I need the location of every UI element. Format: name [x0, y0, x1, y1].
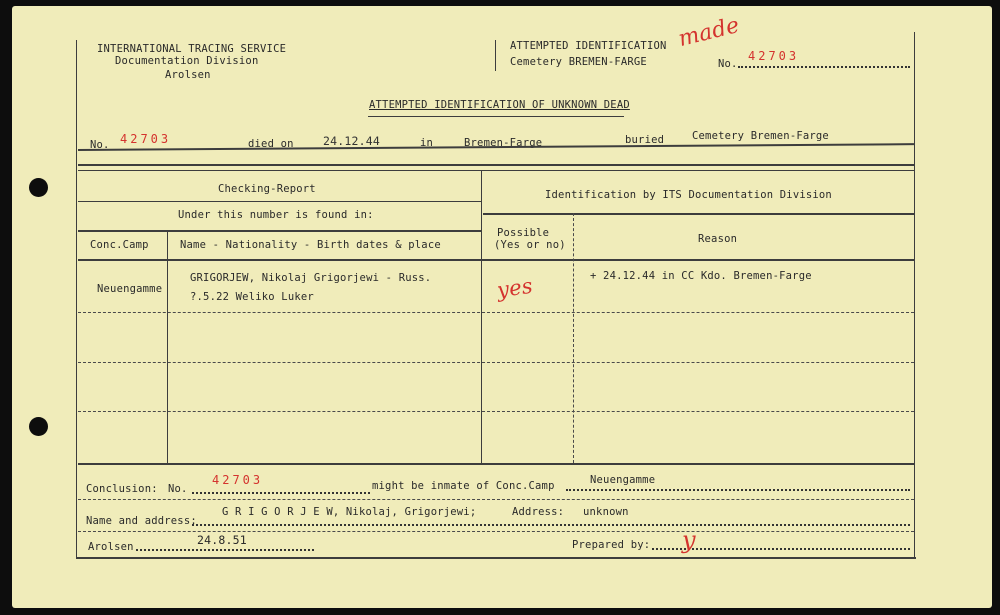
conclusion-no-value: 42703	[212, 473, 264, 487]
frame-right-border	[914, 32, 915, 557]
footer-place: Arolsen	[88, 541, 134, 553]
conclusion-middle: might be inmate of Conc.Camp	[372, 480, 555, 492]
header-box-left-border	[495, 40, 496, 71]
conclusion-camp-value: Neuengamme	[590, 474, 656, 486]
checking-report-title: Checking-Report	[218, 183, 316, 195]
record-no-label: No.	[90, 139, 110, 151]
header-box-cemetery: Cemetery BREMEN-FARGE	[510, 56, 647, 68]
identification-title: Identification by ITS Documentation Division	[545, 189, 832, 201]
col-header-camp: Conc.Camp	[90, 239, 149, 251]
rule	[78, 230, 481, 232]
died-value: 24.12.44	[323, 134, 380, 148]
punch-hole	[29, 178, 48, 197]
col-header-name: Name - Nationality - Birth dates & place	[180, 239, 441, 251]
row-rule	[78, 531, 914, 532]
address-value: unknown	[583, 506, 629, 518]
name-address-value: G R I G O R J E W, Nikolaj, Grigorjewi;	[222, 506, 477, 518]
conclusion-label: Conclusion:	[86, 483, 158, 495]
header-box-title: ATTEMPTED IDENTIFICATION	[510, 40, 667, 52]
footer-date: 24.8.51	[197, 533, 247, 547]
prepared-by-label: Prepared by:	[572, 539, 651, 551]
frame-bottom-border	[76, 557, 916, 559]
col-divider-possible	[573, 213, 574, 463]
col-header-possible-2: (Yes or no)	[494, 239, 566, 251]
col-divider-camp	[167, 230, 168, 463]
dotted-line	[192, 524, 910, 526]
name-address-label: Name and address:	[86, 515, 197, 527]
checking-report-subtitle: Under this number is found in:	[178, 209, 374, 221]
header-bottom-rule	[78, 259, 914, 261]
record-no-value: 42703	[120, 132, 172, 146]
in-label: in	[420, 137, 434, 149]
org-location: Arolsen	[165, 69, 211, 81]
table-bottom-rule	[78, 463, 914, 465]
buried-value: Cemetery Bremen-Farge	[692, 130, 829, 142]
form-title: ATTEMPTED IDENTIFICATION OF UNKNOWN DEAD	[369, 99, 630, 111]
row-rule	[78, 499, 914, 500]
row-rule	[78, 312, 914, 313]
died-label: died on	[248, 138, 294, 150]
row-rule	[78, 362, 914, 363]
col-header-reason: Reason	[698, 233, 738, 245]
title-underline	[368, 116, 624, 117]
punch-hole	[29, 417, 48, 436]
header-box-no-label: No.	[718, 58, 738, 70]
row1-camp: Neuengamme	[97, 283, 163, 295]
table-top-border	[78, 164, 914, 166]
handwritten-note: made	[675, 12, 742, 53]
dotted-line	[566, 489, 910, 491]
prepared-by-initial: y	[682, 526, 696, 554]
conclusion-no-label: No.	[168, 483, 188, 495]
org-division: Documentation Division	[115, 55, 259, 67]
dotted-line	[192, 492, 370, 494]
dotted-line	[738, 66, 910, 68]
address-label: Address:	[512, 506, 565, 518]
row1-reason: + 24.12.44 in CC Kdo. Bremen-Farge	[590, 270, 812, 282]
table-top-border-inner	[78, 170, 914, 171]
table-divider	[481, 170, 482, 463]
col-header-possible-1: Possible	[497, 227, 550, 239]
org-name: INTERNATIONAL TRACING SERVICE	[97, 43, 287, 55]
rule	[483, 213, 914, 215]
dotted-line	[136, 549, 314, 551]
row1-name-line2: ?.5.22 Weliko Luker	[190, 291, 314, 303]
rule	[78, 201, 481, 202]
row-rule	[78, 411, 914, 412]
header-box-no-value: 42703	[748, 49, 800, 63]
row1-possible: yes	[495, 273, 535, 303]
row1-name-line1: GRIGORJEW, Nikolaj Grigorjewi - Russ.	[190, 272, 432, 284]
frame-left-border	[76, 40, 77, 557]
in-value: Bremen-Farge	[464, 137, 543, 149]
buried-label: buried	[625, 134, 665, 146]
